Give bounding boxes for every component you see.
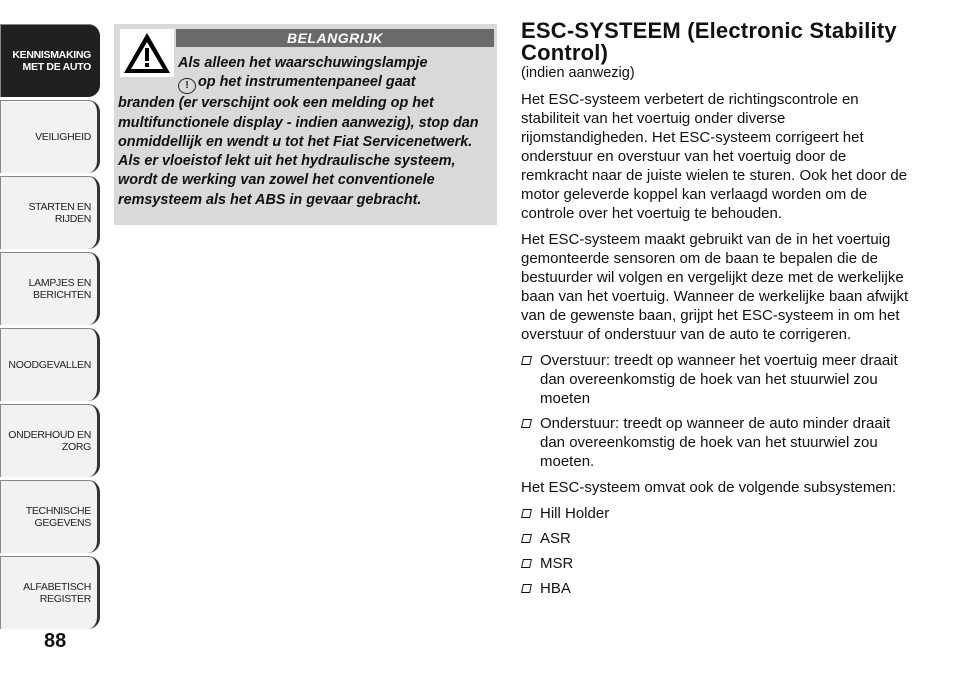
tab-label: REGISTER bbox=[39, 592, 91, 605]
list-item-text: MSR bbox=[540, 555, 574, 572]
brake-warning-lamp-icon: ! bbox=[178, 78, 196, 94]
warning-line bbox=[118, 73, 494, 94]
tab-onderhoud-en-zorg[interactable] bbox=[0, 404, 100, 477]
tab-alfabetisch-register[interactable] bbox=[0, 556, 100, 629]
paragraph: Het ESC-systeem maakt gebruikt van de in het voertuig gemonteerde sensoren om de baan te bepalen die de bestuurder wil volgen en vergelijkt deze met de werkelijke baan van het voertuig. Wanneer de werkelijke baan afwijkt van de gewenste baan, grijpt het ESC-systeem in om het overstuur of onderstuur van de auto te corrigeren. bbox=[521, 231, 909, 343]
list-item bbox=[521, 554, 916, 573]
tab-technische-gegevens[interactable] bbox=[0, 480, 100, 553]
tab-label: TECHNISCHE bbox=[25, 504, 91, 517]
tab-noodgevallen[interactable] bbox=[0, 328, 100, 401]
list-item bbox=[521, 351, 916, 408]
bullet-icon bbox=[521, 419, 532, 428]
page-number: 88 bbox=[44, 630, 67, 652]
main-column bbox=[521, 20, 916, 605]
tab-label: ZORG bbox=[61, 440, 91, 453]
warning-title: BELANGRIJK bbox=[176, 29, 494, 47]
warning-line-text: op het instrumentenpaneel gaat bbox=[198, 74, 416, 91]
subsystem-list bbox=[521, 504, 916, 598]
list-item-text: Overstuur: treedt op wanneer het voertuig meer draait dan overeenkomstig de hoek van het stuurwiel zou moeten bbox=[540, 352, 898, 407]
warning-line: Als alleen het waarschuwingslampje bbox=[178, 55, 428, 71]
bullet-icon bbox=[521, 584, 532, 593]
tab-label: KENNISMAKING bbox=[12, 48, 91, 61]
tab-label: LAMPJES EN bbox=[28, 276, 91, 289]
list-item bbox=[521, 414, 916, 471]
tab-label: STARTEN EN RIJDEN bbox=[28, 200, 91, 225]
tab-kennismaking[interactable] bbox=[0, 24, 100, 97]
paragraph: Het ESC-systeem omvat ook de volgende subsystemen: bbox=[521, 479, 897, 496]
tab-starten-en-rijden[interactable] bbox=[0, 176, 100, 249]
heading-line: Control) bbox=[521, 40, 609, 65]
tab-label: ALFABETISCH bbox=[23, 580, 91, 593]
tab-label: MET DE AUTO bbox=[22, 60, 91, 73]
warning-text bbox=[118, 54, 494, 210]
bullet-icon bbox=[521, 509, 532, 518]
paragraph: Het ESC-systeem verbetert de richtingscontrole en stabiliteit van het voertuig onder diverse rijomstandigheden. Het ESC-systeem corrigeert het onderstuur en overstuur van het voertuig door de remkracht naar de juiste wielen te sturen. Ook het door de motor geleverde koppel kan verlaagd worden om de controle over het voertuig te behouden. bbox=[521, 91, 908, 222]
tab-label: VEILIGHEID bbox=[35, 130, 91, 143]
tab-veiligheid[interactable] bbox=[0, 100, 100, 173]
bullet-icon bbox=[521, 356, 532, 365]
heading-line: ESC-SYSTEEM (Electronic Stability bbox=[521, 18, 897, 43]
availability-note: (indien aanwezig) bbox=[521, 65, 635, 81]
warning-box bbox=[114, 24, 497, 225]
bullet-icon bbox=[521, 559, 532, 568]
tab-label: BERICHTEN bbox=[33, 288, 91, 301]
list-item-text: ASR bbox=[540, 530, 571, 547]
list-item-text: Hill Holder bbox=[540, 505, 610, 522]
bullet-icon bbox=[521, 534, 532, 543]
list-item bbox=[521, 504, 916, 523]
tab-label: NOODGEVALLEN bbox=[8, 358, 91, 371]
list-item bbox=[521, 529, 916, 548]
list-item-text: HBA bbox=[540, 580, 571, 597]
warning-rest: branden (er verschijnt ook een melding op het multifunctionele display - indien aanwezig), stop dan onmiddellijk en wendt u tot het Fiat Servicenetwerk. Als er vloeistof lekt uit het hydraulische systeem, wordt de werking van zowel het conventionele remsysteem als het ABS in gevaar gebracht. bbox=[118, 95, 479, 208]
tab-label: ONDERHOUD EN bbox=[8, 428, 91, 441]
tab-lampjes-en-berichten[interactable] bbox=[0, 252, 100, 325]
list-item-text: Onderstuur: treedt op wanneer de auto minder draait dan overeenkomstig de hoek van het stuurwiel zou moeten. bbox=[540, 415, 891, 470]
section-heading bbox=[521, 20, 916, 64]
list-item bbox=[521, 579, 916, 598]
steering-list bbox=[521, 351, 916, 471]
tab-label: GEGEVENS bbox=[34, 516, 91, 529]
